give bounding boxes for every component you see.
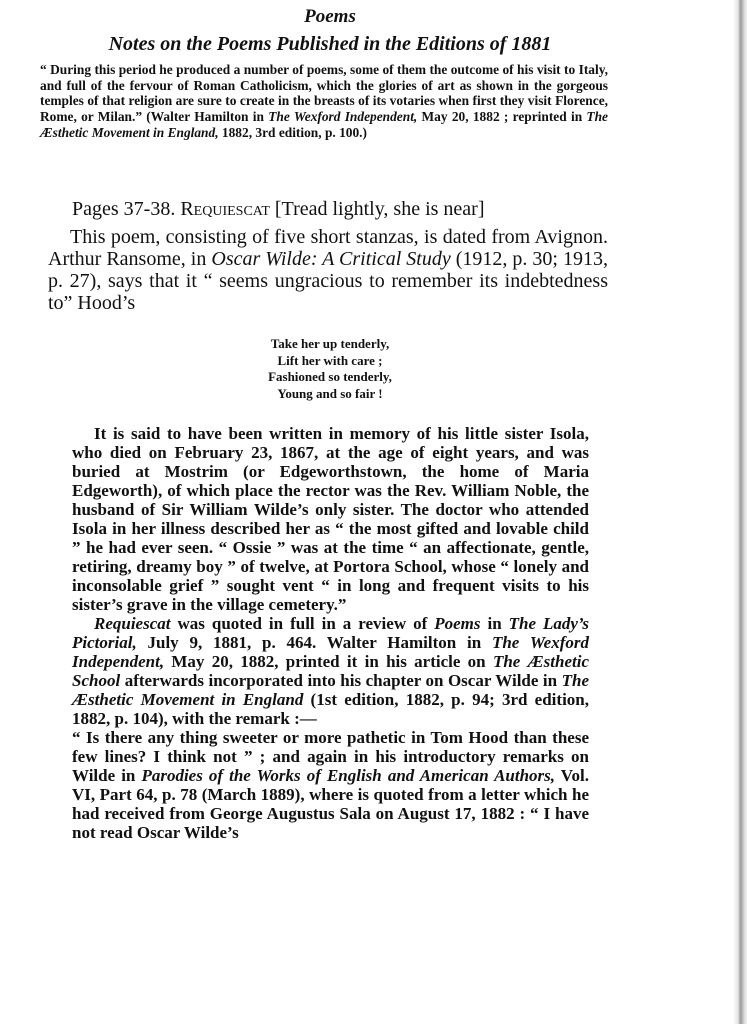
body-text-part: (1st edition, 1882, p. 94; 3rd edition, 1882, p. 104), with the remark :— (72, 690, 589, 728)
body-paragraph-isola: It is said to have been written in memory of his little sister Isola, who died on February 23, 1867, at the age of eight years, and was buried at Mostrim (or Edgeworthstown, the home of Maria Edgeworth), of which place the rector was the Rev. William Noble, the husband of Sir William Wilde’s only sister. The doctor who attended Isola in her illness described her as “ the most gifted and lovable child ” he had ever seen. “ Ossie ” was at the time “ an affectionate, gentle, retiring, dreamy boy ” of twelve, at Portora School, whose “ lonely and inconsolable grief ” sought vent “ in long and frequent visits to his sister’s grave in the village cemetery.” (72, 424, 589, 614)
body-paragraph-requiescat (72, 614, 589, 842)
verse-line: Fashioned so tenderly, (268, 369, 392, 384)
hamilton-quote-paragraph (40, 62, 608, 141)
entry-first-line: [Tread lightly, she is near] (274, 198, 485, 220)
body-text-part: July 9, 1881, p. 464. Walter Hamilton in (136, 633, 492, 652)
section-title: Notes on the Poems Published in the Editions of 1881 (108, 33, 552, 55)
body-text (72, 424, 589, 842)
verse-line: Young and so fair ! (277, 385, 383, 401)
body-text-part: was quoted in full in a review of (170, 614, 435, 633)
intro-text-part: This poem, consisting of five short stanzas, is dated from Avignon. Arthur Ransome, in (48, 226, 608, 270)
page-edge-shadow (733, 0, 747, 1024)
body-italic: The Æsthetic Movement in England (72, 671, 589, 709)
intro-italic-title: Oscar Wilde: A Critical Study (211, 248, 451, 270)
quote-text: “ During this period he produced a number of poems, some of them the outcome of his visit to Italy, and full of the fervour of Roman Catholicism, which the glories of art as shown in the gorgeous temples of that religion are sure to create in the breasts of its votaries when first they visit Florence, Rome, or Milan.” (Walter Hamilton in (40, 62, 608, 125)
body-text-part: “ Is there any thing sweeter or more pathetic in Tom Hood than these few lines? I think not ” ; and again in his introductory remarks on Wilde in (72, 728, 589, 785)
body-italic: The Æsthetic School (72, 652, 589, 690)
hamilton-quote (40, 62, 608, 141)
body-text-part: in (480, 614, 509, 633)
quote-italic-aesthetic-movement: The Æsthetic Movement in England, (40, 109, 608, 140)
body-italic: Requiescat (94, 614, 171, 633)
body-text-part: afterwards incorporated into his chapter on Oscar Wilde in (120, 671, 562, 690)
quote-text: 1882, 3rd edition, p. 100.) (218, 124, 367, 140)
hood-verse (0, 336, 660, 402)
entry-pages: Pages 37-38. (72, 198, 176, 220)
body-italic: Poems (434, 614, 481, 633)
running-head: Poems (304, 6, 356, 27)
entry-heading (72, 198, 484, 221)
intro-paragraph (48, 226, 608, 314)
body-text-part: May 20, 1882, printed it in his article on (164, 652, 493, 671)
quote-text: May 20, 1882 ; reprinted in (417, 109, 587, 125)
intro-text-part: (1912, p. 30; 1913, p. 27), says that it “ seems ungracious to remember its indebtedness to” Hood’s (48, 248, 608, 314)
entry-poem-title: Requiescat (180, 198, 270, 220)
body-italic: Parodies of the Works of English and American Authors, (141, 766, 556, 785)
body-italic: The Wexford Independent, (72, 633, 589, 671)
verse-line: Take her up tenderly, (270, 336, 390, 351)
intro-text (48, 226, 608, 314)
body-text-part: Vol. VI, Part 64, p. 78 (March 1889), where is quoted from a letter which he had received from George Augustus Sala on August 17, 1882 : “ I have not read Oscar Wilde’s (72, 766, 589, 842)
body-italic: The Lady’s Pictorial, (72, 614, 589, 652)
verse-line: Lift her with care ; (277, 352, 383, 368)
quote-italic-wexford: The Wexford Independent, (268, 109, 418, 125)
